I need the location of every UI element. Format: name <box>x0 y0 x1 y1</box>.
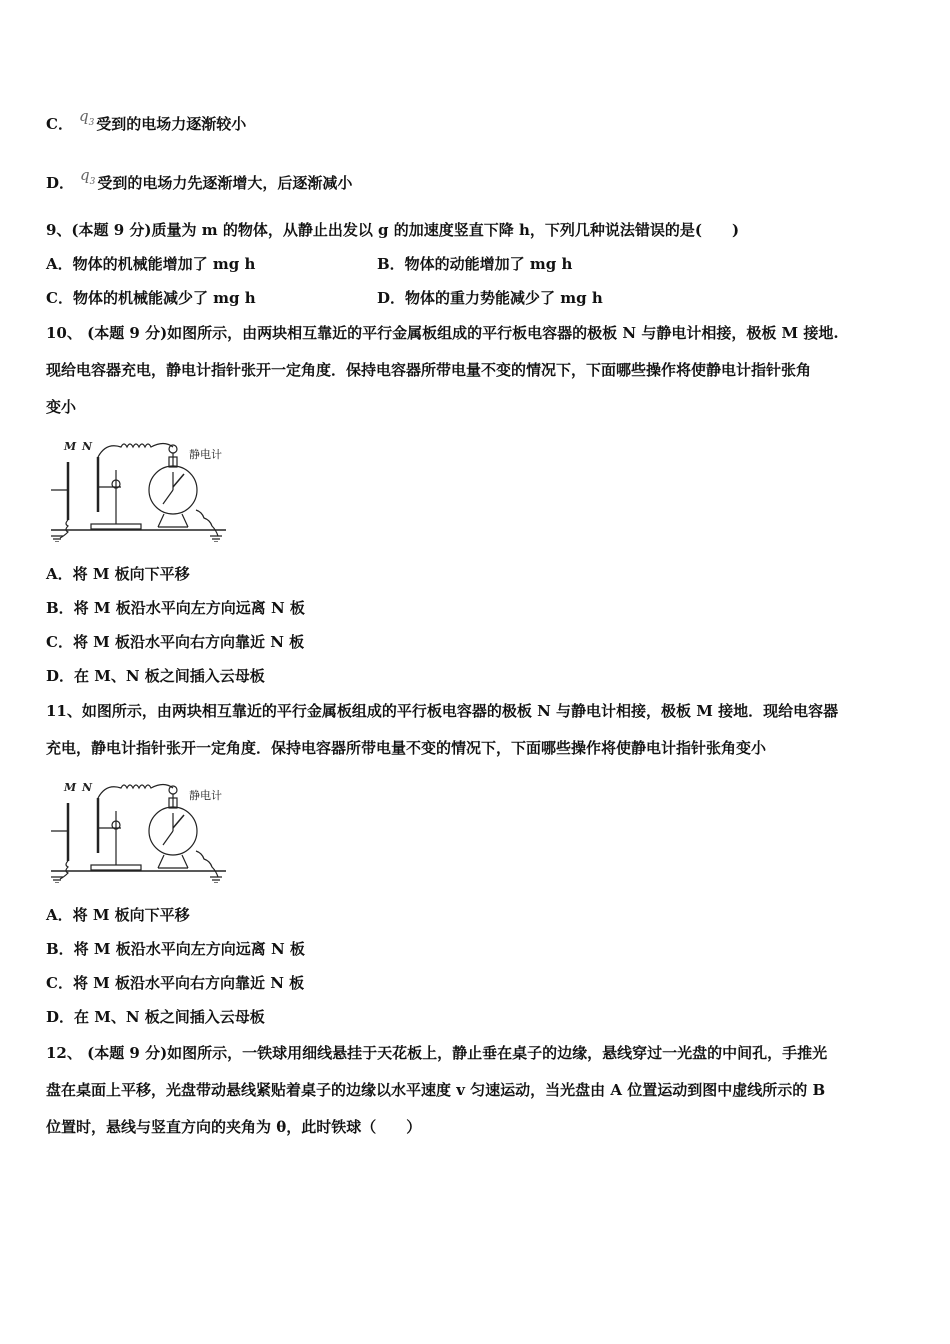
ground-wire-left <box>60 861 68 879</box>
connecting-wire <box>98 785 173 799</box>
q10-option-b: B．将 M 板沿水平向左方向远离 N 板 <box>46 599 305 617</box>
connecting-wire <box>98 444 173 458</box>
label-electrometer: 静电计 <box>189 448 222 461</box>
q10-option-a: A．将 M 板向下平移 <box>46 565 190 583</box>
electrometer-needle-lower <box>163 490 173 504</box>
q10-stem-line1: 10、 (本题 9 分)如图所示，由两块相互靠近的平行金属板组成的平行板电容器的极板 N 与静电计相接，极板 M 接地. <box>46 324 839 342</box>
q12-stem-line2: 盘在桌面上平移，光盘带动悬线紧贴着桌子的边缘以水平速度 v 匀速运动，当光盘由 A 位置运动到图中虚线所示的 B <box>46 1081 826 1099</box>
ground-symbol-right <box>210 536 222 542</box>
electrometer-needle-lower <box>163 831 173 845</box>
q8-option-c <box>46 107 247 141</box>
q12-stem-line1: 12、 (本题 9 分)如图所示，一铁球用细线悬挂于天花板上，静止垂在桌子的边缘，悬线穿过一光盘的中间孔，手推光 <box>46 1044 828 1062</box>
q3-symbol: $q_3$ <box>80 166 96 187</box>
q11-option-b: B．将 M 板沿水平向左方向远离 N 板 <box>46 940 305 958</box>
q9-option-a: A．物体的机械能增加了 mg h <box>46 255 256 273</box>
q8-option-c-text: 受到的电场力逐渐较小 <box>96 115 247 133</box>
q10-option-d: D．在 M、N 板之间插入云母板 <box>46 667 265 685</box>
q9-option-d: D．物体的重力势能减少了 mg h <box>377 289 603 307</box>
q8-option-d-text: 受到的电场力先逐渐增大，后逐渐减小 <box>97 174 353 192</box>
stand-base <box>91 524 141 529</box>
label-n: N <box>82 440 93 453</box>
q11-option-a: A．将 M 板向下平移 <box>46 906 190 924</box>
ground-wire-left <box>60 520 68 538</box>
q8-option-d-label: D． <box>46 174 75 192</box>
q9-stem: 9、(本题 9 分)质量为 m 的物体，从静止出发以 g 的加速度竖直下降 h，下列几种说法错误的是( ) <box>46 221 740 239</box>
electrometer-knob <box>169 445 177 453</box>
q12-stem-line3: 位置时，悬线与竖直方向的夹角为 θ，此时铁球（ ） <box>46 1118 422 1136</box>
q11-option-d: D．在 M、N 板之间插入云母板 <box>46 1008 265 1026</box>
label-m: M <box>64 781 77 794</box>
q11-stem-line1: 11、如图所示，由两块相互靠近的平行金属板组成的平行板电容器的极板 N 与静电计相接，极板 M 接地．现给电容器 <box>46 702 839 720</box>
electrometer-knob <box>169 786 177 794</box>
electrometer-needle <box>173 815 184 828</box>
q11-option-c: C．将 M 板沿水平向右方向靠近 N 板 <box>46 974 305 992</box>
electrometer-stand <box>158 514 188 527</box>
label-n: N <box>82 781 93 794</box>
electrometer-stand <box>158 855 188 868</box>
q10-stem-line2: 现给电容器充电，静电计指针张开一定角度．保持电容器所带电量不变的情况下，下面哪些操作将使静电计指针张角 <box>46 361 812 379</box>
q9-option-c: C．物体的机械能减少了 mg h <box>46 289 256 307</box>
q11-stem-line2: 充电，静电计指针张开一定角度．保持电容器所带电量不变的情况下，下面哪些操作将使静电计指针张角变小 <box>46 739 767 757</box>
q11-capacitor-figure <box>46 773 246 883</box>
q3-symbol: $q_3$ <box>78 107 95 128</box>
q10-option-c: C．将 M 板沿水平向右方向靠近 N 板 <box>46 633 305 651</box>
ground-symbol-right <box>210 877 222 883</box>
q8-option-d <box>46 166 353 200</box>
q9-option-b: B．物体的动能增加了 mg h <box>377 255 573 273</box>
q8-option-c-label: C． <box>46 115 73 133</box>
ground-wire-right <box>196 510 218 536</box>
stand-base <box>91 865 141 870</box>
label-electrometer: 静电计 <box>189 789 222 802</box>
label-m: M <box>64 440 77 453</box>
ground-wire-right <box>196 851 218 877</box>
electrometer-needle <box>173 474 184 487</box>
q10-stem-line3: 变小 <box>46 398 77 416</box>
q10-capacitor-figure <box>46 432 246 542</box>
